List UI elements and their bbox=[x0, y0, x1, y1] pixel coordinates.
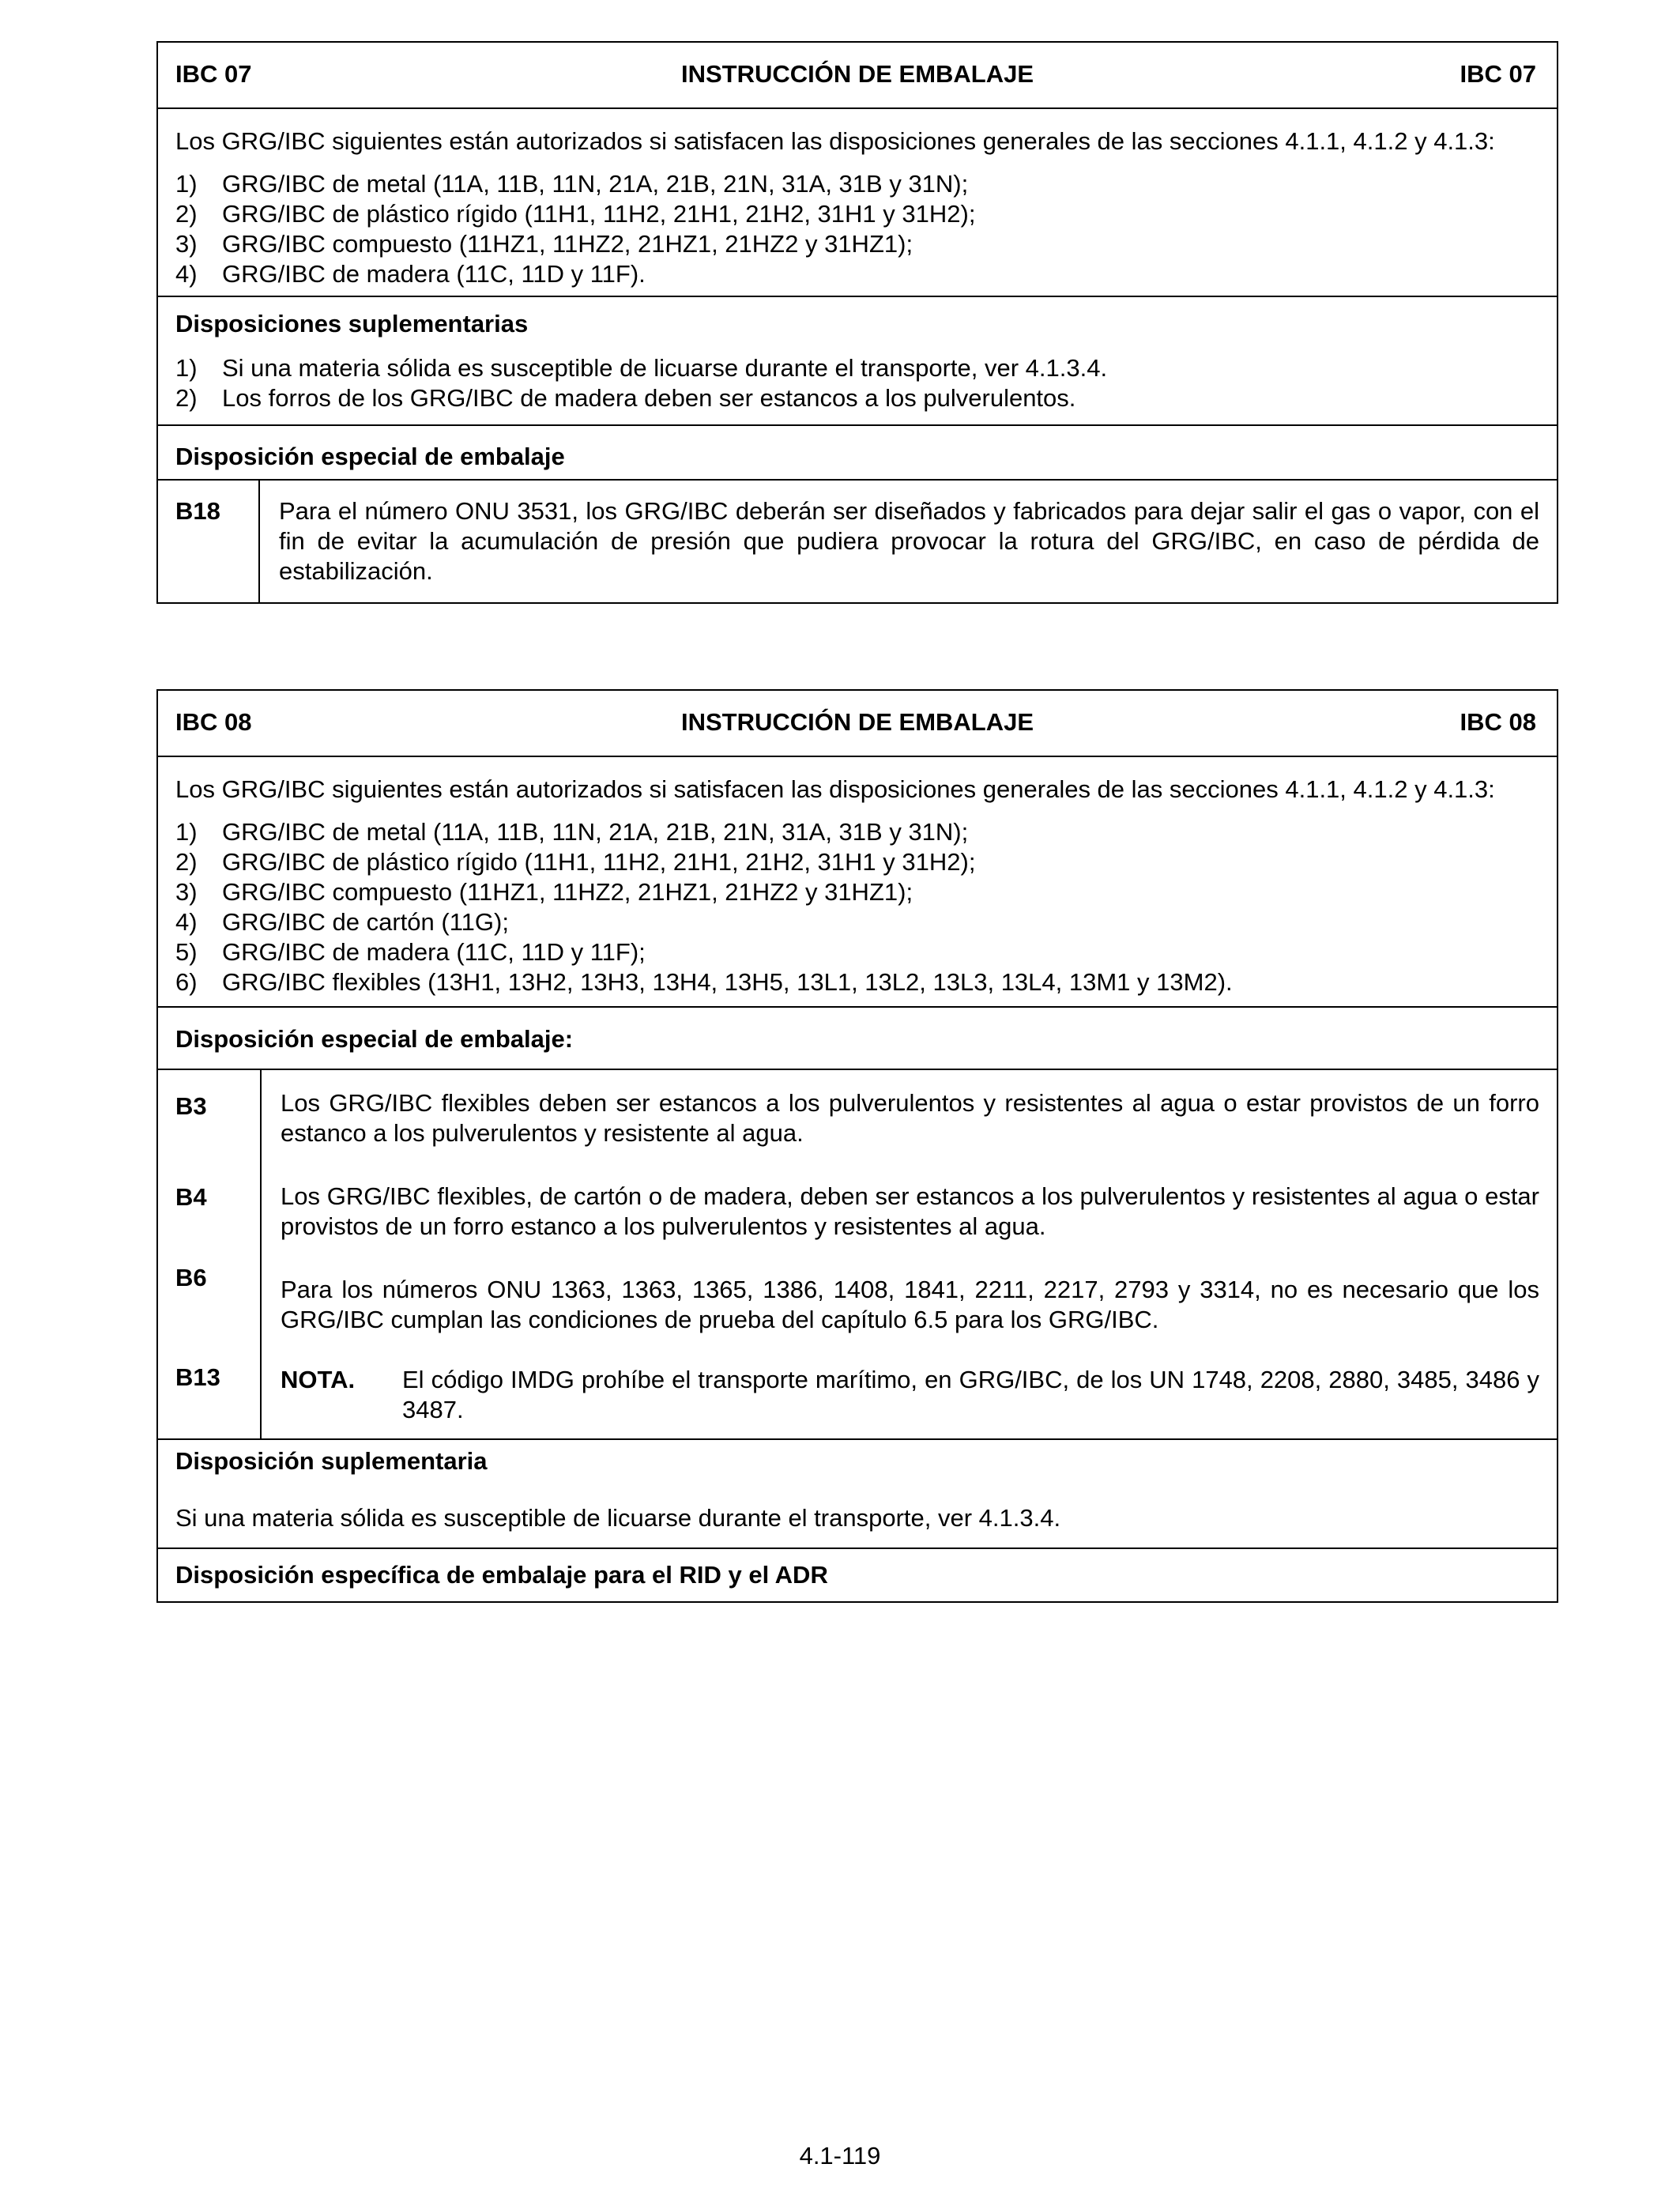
item-number: 2) bbox=[175, 848, 198, 876]
special-code: B4 bbox=[175, 1183, 207, 1211]
ibc07-supplementary-heading: Disposiciones suplementarias bbox=[175, 310, 529, 337]
ibc08-table bbox=[156, 689, 1558, 1603]
item-number: 4) bbox=[175, 260, 198, 288]
special-note bbox=[281, 1365, 1539, 1425]
list-item bbox=[175, 967, 1539, 997]
ibc07-code-left: IBC 07 bbox=[175, 60, 252, 88]
item-number: 1) bbox=[175, 818, 198, 846]
ibc08-code-left: IBC 08 bbox=[175, 708, 252, 736]
ibc07-intro: Los GRG/IBC siguientes están autorizados si satisfacen las disposiciones generales de las secciones 4.1.1, 4.1.2 y 4.1.3: bbox=[175, 127, 1495, 155]
ibc08-authorized-list bbox=[175, 817, 1539, 997]
list-item bbox=[175, 847, 1539, 877]
special-text: Los GRG/IBC flexibles, de cartón o de madera, deben ser estancos a los pulverulentos y resistentes al agua o estar provistos de un forro estanco a los pulverulentos y resistentes al agua. bbox=[281, 1182, 1539, 1240]
ibc08-special-texts bbox=[262, 1070, 1557, 1438]
ibc08-supplementary-text: Si una materia sólida es susceptible de licuarse durante el transporte, ver 4.1.3.4. bbox=[175, 1504, 1061, 1532]
ibc07-table bbox=[156, 41, 1558, 604]
special-code: B13 bbox=[175, 1363, 220, 1391]
special-text: Los GRG/IBC flexibles deben ser estancos a los pulverulentos y resistentes al agua o estar provistos de un forro estanco a los pulverulentos y resistente al agua. bbox=[281, 1089, 1539, 1147]
item-text: GRG/IBC de plástico rígido (11H1, 11H2, 21H1, 21H2, 31H1 y 31H2); bbox=[222, 848, 976, 876]
item-text: GRG/IBC compuesto (11HZ1, 11HZ2, 21HZ1, 21HZ2 y 31HZ1); bbox=[222, 878, 913, 906]
item-number: 2) bbox=[175, 384, 198, 412]
ibc07-title: INSTRUCCIÓN DE EMBALAJE bbox=[680, 60, 1034, 88]
note-text: El código IMDG prohíbe el transporte marítimo, en GRG/IBC, de los UN 1748, 2208, 2880, 3485, 3486 y 3487. bbox=[402, 1366, 1539, 1423]
ibc08-header bbox=[158, 691, 1557, 757]
ibc07-supplementary-list bbox=[175, 353, 1539, 413]
note-label: NOTA. bbox=[281, 1366, 356, 1393]
ibc07-special-row bbox=[158, 481, 1557, 602]
ibc07-authorized-section bbox=[158, 109, 1557, 297]
page-number: 4.1-119 bbox=[799, 2142, 881, 2169]
ibc07-supplementary-section bbox=[158, 297, 1557, 426]
ibc08-special-codes bbox=[158, 1070, 262, 1438]
ibc08-authorized-section bbox=[158, 757, 1557, 1008]
item-number: 1) bbox=[175, 354, 198, 382]
ibc07-special-heading: Disposición especial de embalaje bbox=[158, 426, 1557, 481]
item-text: GRG/IBC compuesto (11HZ1, 11HZ2, 21HZ1, 21HZ2 y 31HZ1); bbox=[222, 230, 913, 258]
ibc08-rid-adr-heading: Disposición específica de embalaje para el RID y el ADR bbox=[175, 1561, 828, 1589]
list-item bbox=[175, 907, 1539, 937]
item-text: GRG/IBC de madera (11C, 11D y 11F). bbox=[222, 260, 646, 288]
item-text: GRG/IBC de madera (11C, 11D y 11F); bbox=[222, 938, 646, 966]
item-text: Los forros de los GRG/IBC de madera deben ser estancos a los pulverulentos. bbox=[222, 384, 1076, 412]
special-code: B3 bbox=[175, 1092, 207, 1120]
list-item bbox=[175, 169, 1539, 199]
ibc08-special-rows bbox=[158, 1070, 1557, 1440]
ibc08-code-right: IBC 08 bbox=[1460, 708, 1536, 736]
list-item bbox=[175, 877, 1539, 907]
ibc08-title: INSTRUCCIÓN DE EMBALAJE bbox=[680, 708, 1034, 736]
list-item bbox=[175, 259, 1539, 289]
special-code: B6 bbox=[175, 1264, 207, 1291]
ibc08-special-heading: Disposición especial de embalaje: bbox=[158, 1008, 1557, 1070]
ibc08-supplementary-section bbox=[158, 1440, 1557, 1549]
ibc07-authorized-list bbox=[175, 169, 1539, 289]
item-text: Si una materia sólida es susceptible de licuarse durante el transporte, ver 4.1.3.4. bbox=[222, 354, 1108, 382]
ibc08-intro: Los GRG/IBC siguientes están autorizados si satisfacen las disposiciones generales de las secciones 4.1.1, 4.1.2 y 4.1.3: bbox=[175, 775, 1495, 803]
item-number: 1) bbox=[175, 170, 198, 198]
item-number: 3) bbox=[175, 230, 198, 258]
ibc08-supplementary-heading: Disposición suplementaria bbox=[175, 1447, 488, 1475]
item-text: GRG/IBC de plástico rígido (11H1, 11H2, 21H1, 21H2, 31H1 y 31H2); bbox=[222, 200, 976, 228]
item-text: GRG/IBC de cartón (11G); bbox=[222, 908, 509, 936]
item-text: GRG/IBC de metal (11A, 11B, 11N, 21A, 21B, 21N, 31A, 31B y 31N); bbox=[222, 818, 969, 846]
item-number: 5) bbox=[175, 938, 198, 966]
item-text: GRG/IBC flexibles (13H1, 13H2, 13H3, 13H4, 13H5, 13L1, 13L2, 13L3, 13L4, 13M1 y 13M2). bbox=[222, 968, 1233, 996]
item-text: GRG/IBC de metal (11A, 11B, 11N, 21A, 21B, 21N, 31A, 31B y 31N); bbox=[222, 170, 969, 198]
item-number: 3) bbox=[175, 878, 198, 906]
ibc07-special-text: Para el número ONU 3531, los GRG/IBC deberán ser diseñados y fabricados para dejar salir el gas o vapor, con el fin de evitar la acumulación de presión que pudiera provocar la rotura del GRG/IBC, en caso de pérdida de estabilización. bbox=[279, 497, 1539, 585]
item-number: 6) bbox=[175, 968, 198, 996]
list-item bbox=[175, 229, 1539, 259]
list-item bbox=[175, 937, 1539, 967]
ibc07-code-right: IBC 07 bbox=[1460, 60, 1536, 88]
ibc07-special-code: B18 bbox=[158, 481, 260, 602]
special-text: Para los números ONU 1363, 1363, 1365, 1386, 1408, 1841, 2211, 2217, 2793 y 3314, no es necesario que los GRG/IBC cumplan las condiciones de prueba del capítulo 6.5 para los GRG/IBC. bbox=[281, 1276, 1539, 1333]
list-item bbox=[175, 383, 1539, 413]
item-number: 4) bbox=[175, 908, 198, 936]
list-item bbox=[175, 353, 1539, 383]
item-number: 2) bbox=[175, 200, 198, 228]
list-item bbox=[175, 199, 1539, 229]
ibc07-header bbox=[158, 43, 1557, 109]
list-item bbox=[175, 817, 1539, 847]
